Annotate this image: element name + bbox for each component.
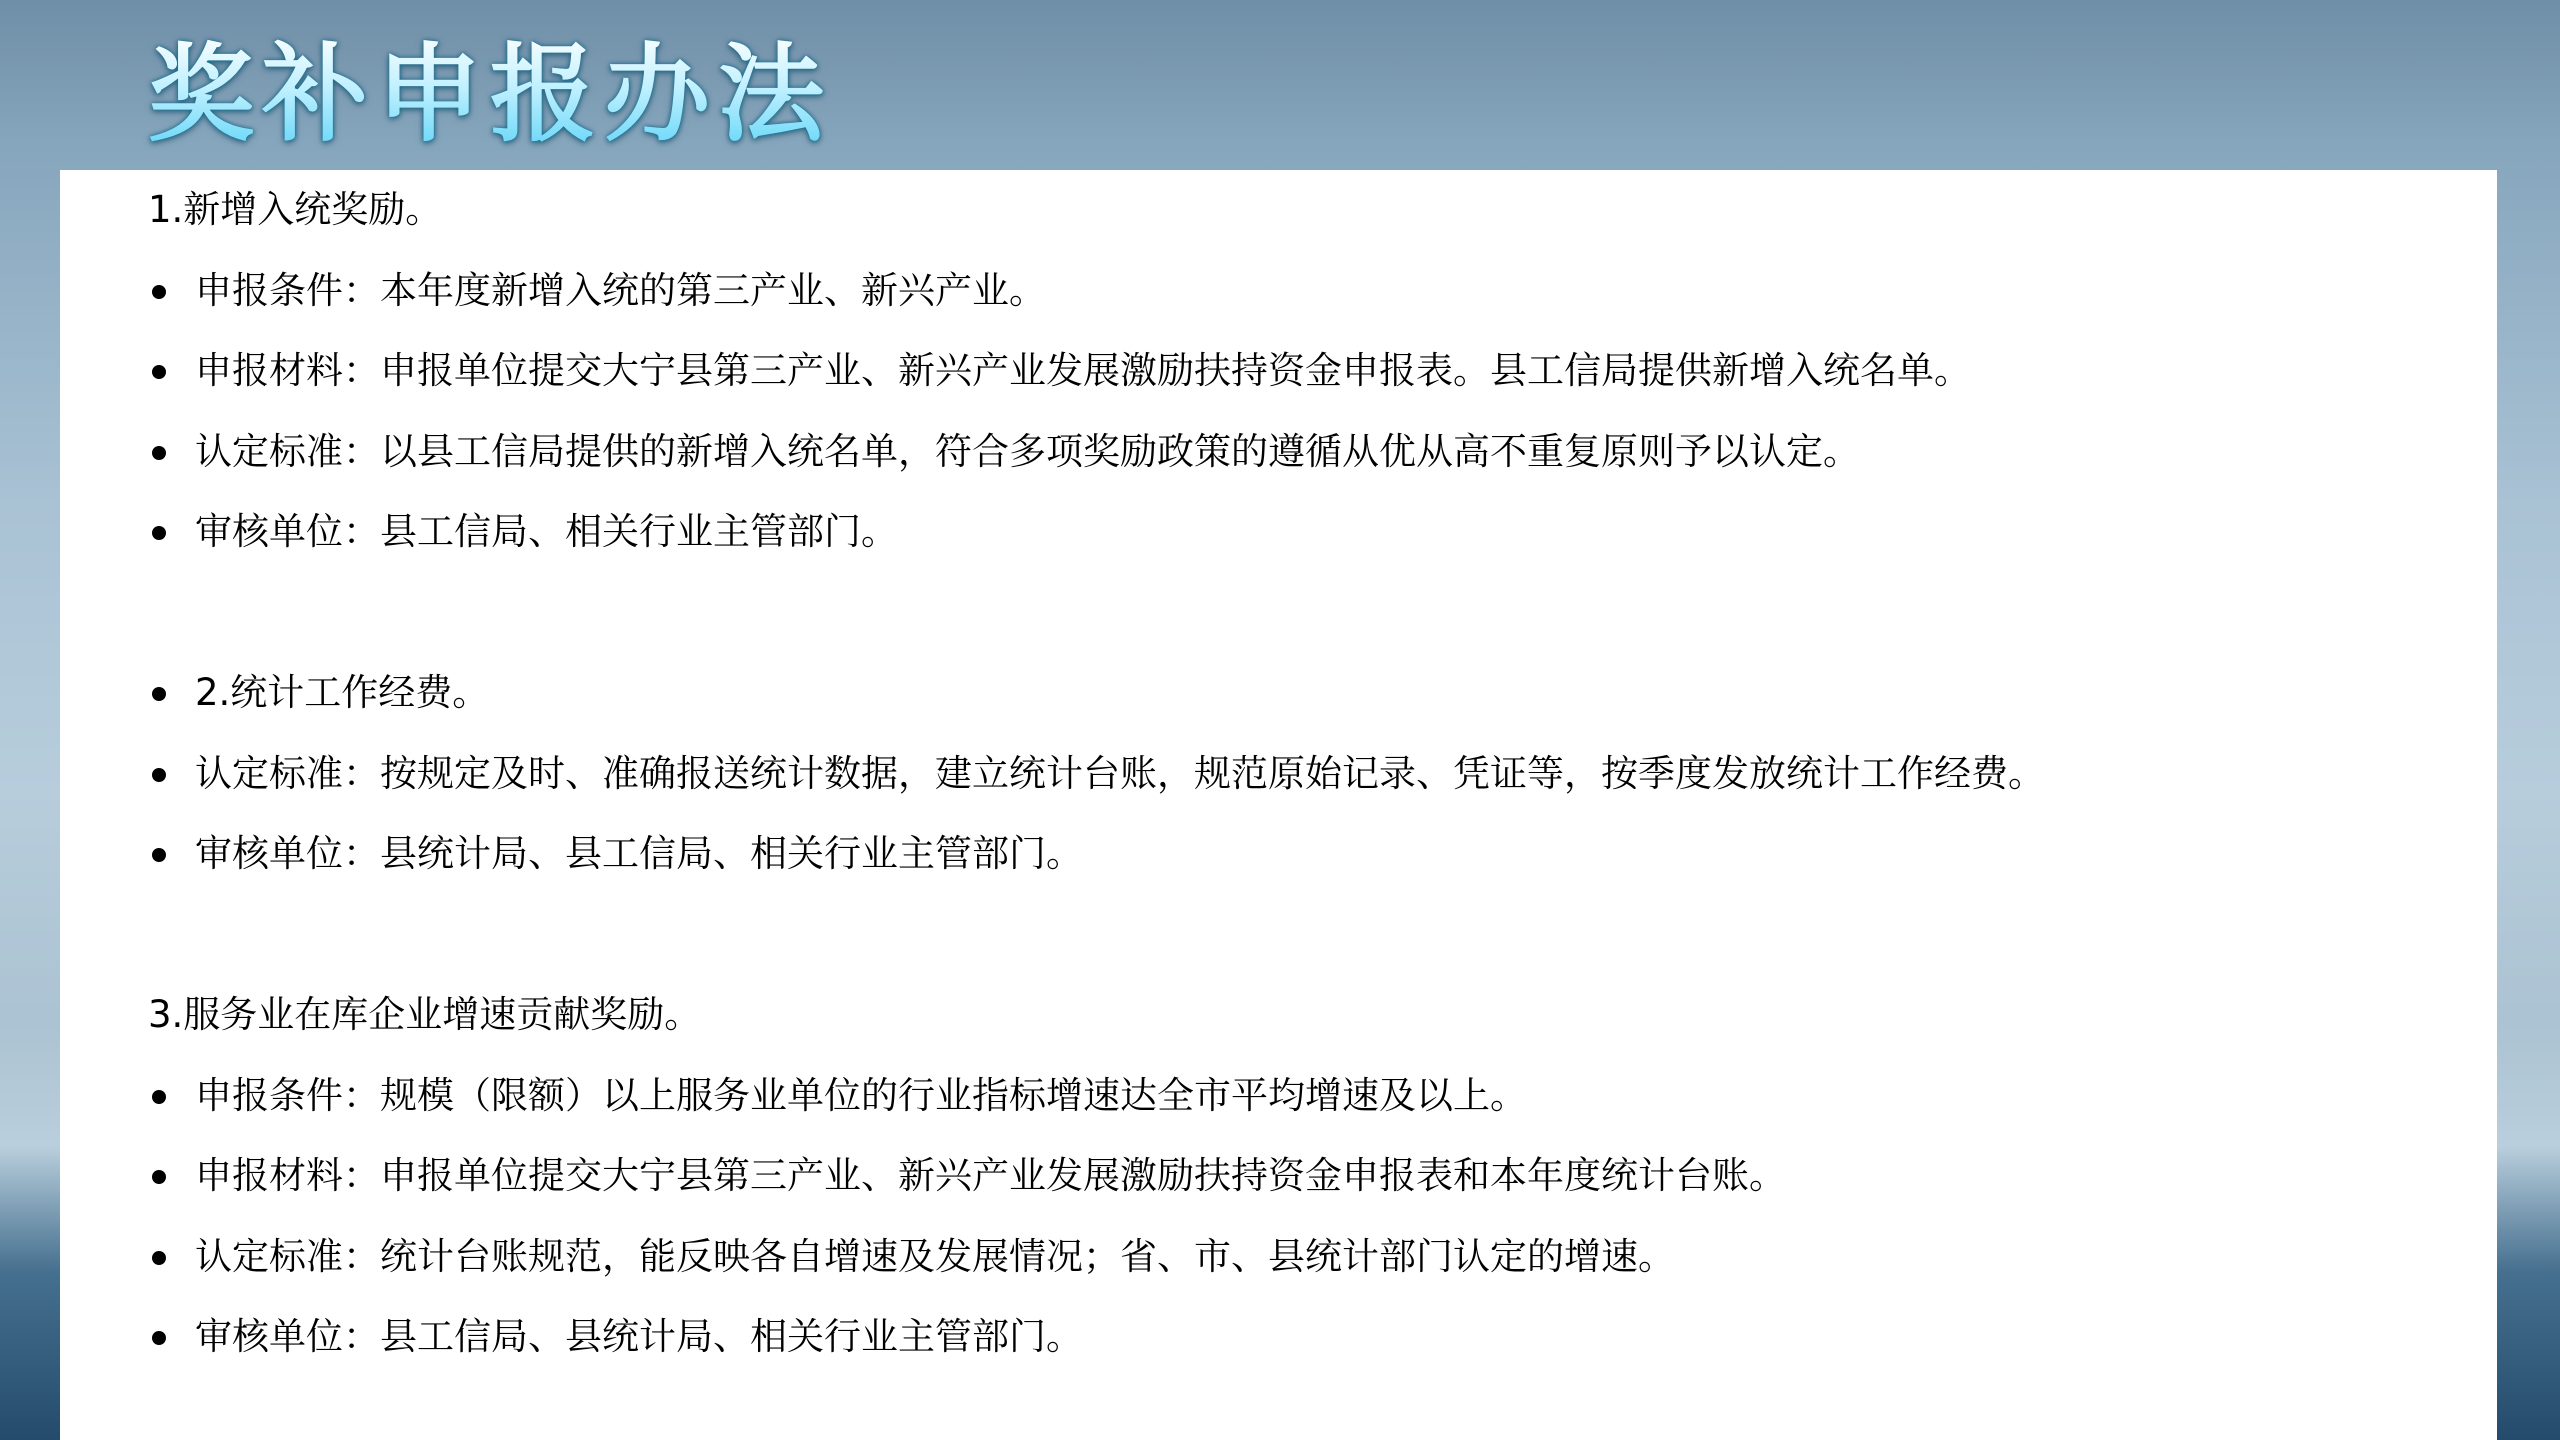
item-text: 审核单位：县统计局、县工信局、相关行业主管部门。 bbox=[195, 832, 1083, 875]
spacer bbox=[148, 895, 2457, 976]
section-1-item bbox=[148, 412, 2457, 493]
bullet-icon bbox=[152, 526, 166, 540]
bullet-icon bbox=[152, 1170, 166, 1184]
section-3-item bbox=[148, 1297, 2457, 1378]
item-text: 审核单位：县工信局、县统计局、相关行业主管部门。 bbox=[195, 1315, 1083, 1358]
item-text: 认定标准：按规定及时、准确报送统计数据，建立统计台账，规范原始记录、凭证等，按季度发放统计工作经费。 bbox=[195, 751, 2045, 795]
bullet-icon bbox=[152, 1090, 166, 1104]
bullet-icon bbox=[152, 768, 166, 782]
section-3-heading: 3.服务业在库企业增速贡献奖励。 bbox=[148, 993, 702, 1036]
bullet-icon bbox=[152, 848, 166, 862]
section-1-heading: 1.新增入统奖励。 bbox=[148, 188, 443, 231]
item-text: 申报条件：本年度新增入统的第三产业、新兴产业。 bbox=[195, 268, 1046, 312]
bullet-icon bbox=[152, 446, 166, 460]
item-text: 申报材料：申报单位提交大宁县第三产业、新兴产业发展激励扶持资金申报表和本年度统计台账。 bbox=[195, 1154, 1786, 1197]
bullet-icon bbox=[152, 365, 166, 379]
item-text: 审核单位：县工信局、相关行业主管部门。 bbox=[195, 510, 898, 553]
section-3-item bbox=[148, 1136, 2457, 1217]
content-panel bbox=[60, 170, 2497, 1440]
bullet-icon bbox=[152, 285, 166, 299]
section-1-item bbox=[148, 492, 2457, 573]
section-2-heading bbox=[148, 653, 2457, 734]
item-text: 认定标准：统计台账规范，能反映各自增速及发展情况；省、市、县统计部门认定的增速。 bbox=[195, 1234, 1675, 1278]
bullet-icon bbox=[152, 1251, 166, 1265]
content-list bbox=[148, 170, 2457, 1378]
item-text: 申报条件：规模（限额）以上服务业单位的行业指标增速达全市平均增速及以上。 bbox=[195, 1073, 1527, 1117]
item-text: 认定标准：以县工信局提供的新增入统名单，符合多项奖励政策的遵循从优从高不重复原则予以认定。 bbox=[195, 429, 1860, 473]
section-3-item bbox=[148, 1056, 2457, 1137]
page-title: 奖补申报办法 bbox=[148, 30, 832, 160]
bullet-icon bbox=[152, 687, 166, 701]
section-2-item bbox=[148, 814, 2457, 895]
section-1-item bbox=[148, 331, 2457, 412]
section-3-item bbox=[148, 1217, 2457, 1298]
bullet-icon bbox=[152, 1331, 166, 1345]
section-1-item bbox=[148, 251, 2457, 332]
item-text: 申报材料：申报单位提交大宁县第三产业、新兴产业发展激励扶持资金申报表。县工信局提供新增入统名单。 bbox=[195, 349, 1971, 392]
heading-text: 2.统计工作经费。 bbox=[195, 671, 490, 714]
spacer bbox=[148, 573, 2457, 654]
section-2-item bbox=[148, 734, 2457, 815]
